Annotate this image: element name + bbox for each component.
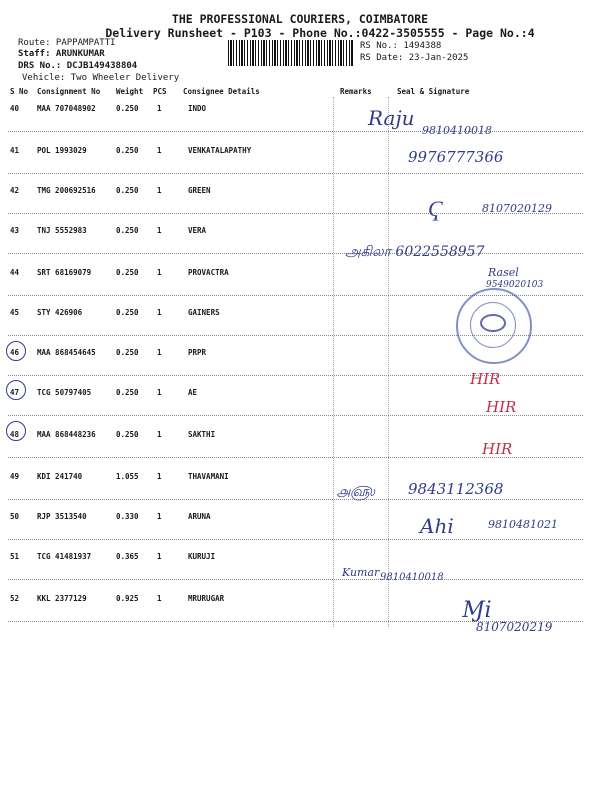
row-weight: 0.250 — [116, 146, 139, 155]
row-pcs: 1 — [157, 308, 162, 317]
row-sno: 49 — [10, 472, 20, 481]
row-divider — [8, 579, 583, 580]
col-seal-signature: Seal & Signature — [397, 87, 470, 96]
row-sno: 43 — [10, 226, 20, 235]
row-consignment: MAA 868454645 — [37, 348, 96, 357]
row-weight: 0.250 — [116, 308, 139, 317]
row-sno: 40 — [10, 104, 20, 113]
row-divider — [8, 131, 583, 132]
row-consignment: POL 1993029 — [37, 146, 87, 155]
hold-mark: HIR — [486, 398, 517, 416]
row-pcs: 1 — [157, 512, 162, 521]
row-pcs: 1 — [157, 146, 162, 155]
row-pcs: 1 — [157, 472, 162, 481]
row-weight: 1.055 — [116, 472, 139, 481]
col-consignee: Consignee Details — [183, 87, 260, 96]
row-sno: 51 — [10, 552, 20, 561]
row-consignment: MAA 868448236 — [37, 430, 96, 439]
row-consignee: AE — [188, 388, 198, 397]
col-consignment: Consignment No — [37, 87, 101, 96]
row-sno: 41 — [10, 146, 20, 155]
row-pcs: 1 — [157, 186, 162, 195]
row-consignee: PROVACTRA — [188, 268, 229, 277]
row-pcs: 1 — [157, 552, 162, 561]
row-weight: 0.250 — [116, 226, 139, 235]
staff-label: Staff: ARUNKUMAR — [18, 49, 105, 59]
row-weight: 0.250 — [116, 104, 139, 113]
company-seal-stamp — [456, 288, 532, 364]
row-sno: 48 — [10, 430, 20, 439]
row-sno: 45 — [10, 308, 20, 317]
row-consignee: PRPR — [188, 348, 207, 357]
phone-handwritten: 9810410018 — [380, 572, 444, 583]
phone-handwritten: 9976777366 — [408, 148, 504, 166]
row-sno: 50 — [10, 512, 20, 521]
document-title: THE PROFESSIONAL COURIERS, COIMBATORE — [171, 12, 429, 26]
row-sno: 42 — [10, 186, 20, 195]
row-consignment: MAA 707048902 — [37, 104, 96, 113]
row-weight: 0.330 — [116, 512, 139, 521]
signature-raju: Raju — [368, 106, 415, 130]
row-consignment: SRT 68169079 — [37, 268, 92, 277]
circle-mark — [6, 380, 26, 400]
col-pcs: PCS — [153, 87, 167, 96]
row-consignee: THAVAMANI — [188, 472, 229, 481]
row-consignment: STY 426906 — [37, 308, 83, 317]
signature-rasel: Rasel — [488, 266, 519, 279]
row-sno: 47 — [10, 388, 20, 397]
row-weight: 0.365 — [116, 552, 139, 561]
row-weight: 0.250 — [116, 348, 139, 357]
row-consignee: ARUNA — [188, 512, 211, 521]
row-weight: 0.250 — [116, 186, 139, 195]
runsheet-subtitle: Delivery Runsheet - P103 - Phone No.:0422-3505555 - Page No.:4 — [105, 26, 535, 40]
row-consignment: TCG 50797405 — [37, 388, 92, 397]
row-consignment: KDI 241740 — [37, 472, 83, 481]
row-weight: 0.250 — [116, 430, 139, 439]
row-consignee: INDO — [188, 104, 207, 113]
rs-date: RS Date: 23-Jan-2025 — [360, 53, 469, 63]
col-remarks: Remarks — [340, 87, 372, 96]
rs-number: RS No.: 1494388 — [360, 41, 442, 51]
row-consignee: SAKTHI — [188, 430, 216, 439]
row-sno: 52 — [10, 594, 20, 603]
signature-scribble: Ҁ — [428, 197, 443, 222]
row-weight: 0.250 — [116, 388, 139, 397]
row-pcs: 1 — [157, 268, 162, 277]
signature-scribble: Ɱi — [462, 598, 492, 623]
table-row — [8, 540, 583, 580]
route-label: Route: PAPPAMPATTI — [18, 38, 116, 48]
row-consignment: RJP 3513540 — [37, 512, 87, 521]
row-pcs: 1 — [157, 594, 162, 603]
row-consignment: TCG 41481937 — [37, 552, 92, 561]
phone-handwritten: 9810481021 — [488, 518, 558, 531]
row-weight: 0.925 — [116, 594, 139, 603]
row-consignee: MRURUGAR — [188, 594, 225, 603]
signature-kumar: Kumar — [342, 566, 380, 579]
phone-handwritten: அகிலா 6022558957 — [345, 244, 485, 260]
row-sno: 44 — [10, 268, 20, 277]
table-row — [8, 92, 583, 132]
signature-scribble: ௮௵ — [336, 484, 375, 500]
col-sno: S No — [10, 87, 29, 96]
row-consignee: GAINERS — [188, 308, 220, 317]
row-consignee: GREEN — [188, 186, 211, 195]
row-pcs: 1 — [157, 226, 162, 235]
row-pcs: 1 — [157, 430, 162, 439]
table-row — [8, 582, 583, 622]
row-pcs: 1 — [157, 348, 162, 357]
phone-handwritten: 9549020103 — [486, 280, 544, 290]
signature-scribble: Ahi — [420, 514, 454, 538]
circle-mark — [6, 341, 26, 361]
row-pcs: 1 — [157, 104, 162, 113]
col-weight: Weight — [116, 87, 144, 96]
hold-mark: HIR — [470, 370, 501, 388]
row-weight: 0.250 — [116, 268, 139, 277]
hold-mark: HIR — [482, 440, 513, 458]
row-divider — [8, 253, 583, 254]
row-consignee: KURUJI — [188, 552, 216, 561]
row-consignment: TMG 200692516 — [37, 186, 96, 195]
row-pcs: 1 — [157, 388, 162, 397]
phone-handwritten: 9810410018 — [422, 124, 492, 137]
row-consignee: VENKATALAPATHY — [188, 146, 252, 155]
table-row — [8, 214, 583, 254]
circle-mark — [6, 421, 26, 441]
vehicle-label: Vehicle: Two Wheeler Delivery — [22, 73, 180, 83]
phone-handwritten: 9843112368 — [408, 480, 504, 498]
phone-handwritten: 8107020129 — [482, 202, 552, 215]
row-consignment: KKL 2377129 — [37, 594, 87, 603]
row-sno: 46 — [10, 348, 20, 357]
phone-handwritten: 8107020219 — [476, 620, 553, 634]
row-consignment: TNJ 5552983 — [37, 226, 87, 235]
barcode — [228, 40, 354, 66]
row-consignee: VERA — [188, 226, 207, 235]
drs-number: DRS No.: DCJB149438804 — [18, 61, 138, 71]
